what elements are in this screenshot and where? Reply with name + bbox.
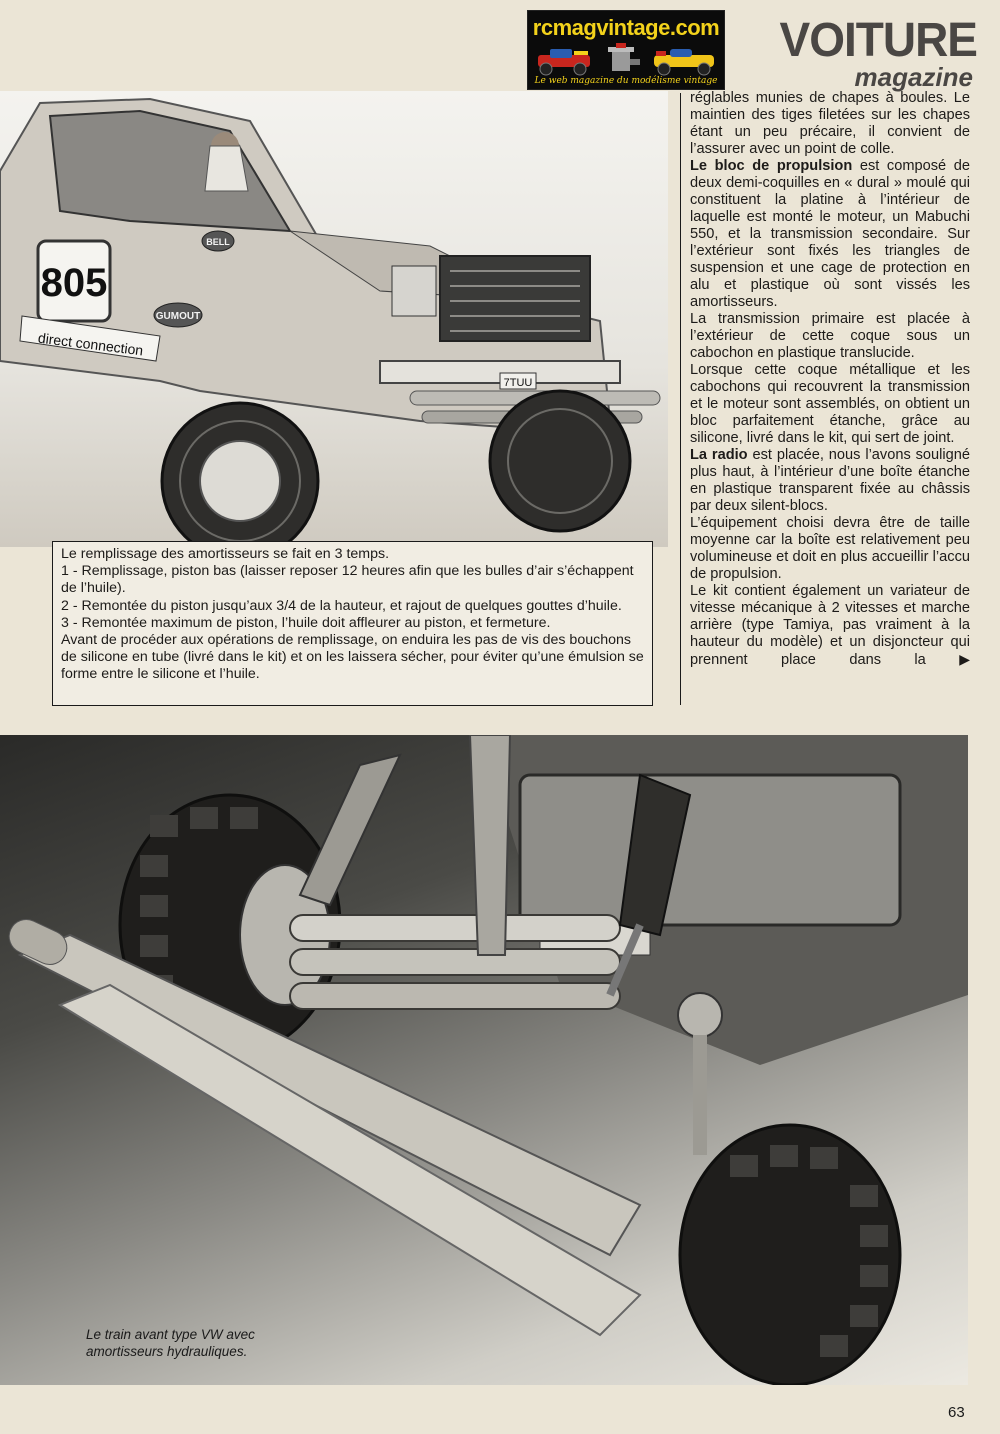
paragraph-3 xyxy=(690,311,970,362)
paragraph-text: Le kit contient également un variateur de vitesse mécanique à 2 vitesses et marche arrière (type Tamiya, pas vraiment à la hauteur du modèle) et un disjoncteur qui prennent place dans la xyxy=(690,583,970,668)
paragraph-lead: La radio xyxy=(690,447,748,463)
paragraph-lead: Le bloc de propulsion xyxy=(690,158,853,174)
race-number: 805 xyxy=(40,261,108,305)
paragraph-text: réglables munies de chapes à boules. Le maintien des tiges filetées sur les chapes étant un peu précaire, il convient de l’assurer avec un point de colle. xyxy=(690,90,970,157)
masthead-title: VOITURE xyxy=(779,11,977,67)
continue-arrow-icon: ▶ xyxy=(959,651,971,667)
inset-line: 1 - Remplissage, piston bas (laisser reposer 12 heures afin que les bulles d’air s’échappent de l’huile). xyxy=(61,563,634,597)
truck-photo xyxy=(0,91,668,547)
paragraph-text: La transmission primaire est placée à l’extérieur de cette coque sous un cabochon en plastique translucide. xyxy=(690,311,970,361)
paragraph-1 xyxy=(690,90,970,158)
paragraph-text: est placée, nous l’avons souligné plus haut, à l’intérieur d’une boîte étanche en plastique transparent fixée au châssis par deux silent-blocs. xyxy=(690,447,970,514)
sponsor-gumout: GUMOUT xyxy=(155,311,201,322)
paragraph-text: L’équipement choisi devra être de taille moyenne car la boîte est relativement peu volumineuse et doit en plus accueillir l’accu de propulsion. xyxy=(690,515,970,582)
masthead-subtitle: magazine xyxy=(854,62,973,92)
inset-line: 3 - Remontée maximum de piston, l’huile doit affleurer au piston, et fermeture. xyxy=(61,614,551,631)
column-divider xyxy=(680,93,681,705)
paragraph-7 xyxy=(690,583,970,669)
magazine-masthead xyxy=(752,12,977,92)
paragraph-text: est composé de deux demi-coquilles en « dural » moulé qui constituent la platine à l’intérieur de laquelle est monté le moteur, un Mabuchi 550, et la transmission secondaire. Sur l’extérieur sont fixés les triangles de suspension et une cage de protection en alu et plastique où sont vissés les amortisseurs. xyxy=(690,158,970,310)
front-suspension-illustration xyxy=(0,735,968,1385)
front-suspension-photo xyxy=(0,735,968,1385)
inset-line: 2 - Remontée du piston jusqu’aux 3/4 de la hauteur, et rajout de quelques gouttes d’huile. xyxy=(61,597,622,614)
license-plate: 7TUU xyxy=(503,377,533,389)
paragraph-6 xyxy=(690,515,970,583)
shock-filling-inset xyxy=(52,541,653,706)
inset-line: Avant de procéder aux opérations de remplissage, on enduira les pas de vis des bouchons de silicone en tube (livré dans le kit) et on les laissera sécher, pour éviter qu’une émulsion se forme entre le silicone et l’huile. xyxy=(61,632,644,683)
paragraph-text: Lorsque cette coque métallique et les cabochons qui recouvrent la transmission et le moteur sont assemblés, on obtient un bloc parfaitement étanche, grâce au silicone, livré dans le kit, qui sert de joint. xyxy=(690,362,970,446)
paragraph-5 xyxy=(690,447,970,515)
rc-cars-illustration xyxy=(534,43,720,77)
article-right-column xyxy=(690,90,970,669)
page-number: 63 xyxy=(948,1404,965,1421)
sponsor-bell: BELL xyxy=(206,237,230,247)
paragraph-4 xyxy=(690,362,970,447)
photo-caption: Le train avant type VW avec amortisseurs hydrauliques. xyxy=(86,1327,255,1359)
truck-illustration xyxy=(0,91,668,547)
site-banner[interactable] xyxy=(527,10,725,90)
sponsor-direct-connection: direct connection xyxy=(37,329,145,359)
site-tagline: Le web magazine du modélisme vintage xyxy=(534,76,718,86)
paragraph-2 xyxy=(690,158,970,311)
inset-line: Le remplissage des amortisseurs se fait en 3 temps. xyxy=(61,546,390,562)
site-name: rcmagvintage.com xyxy=(532,15,720,40)
